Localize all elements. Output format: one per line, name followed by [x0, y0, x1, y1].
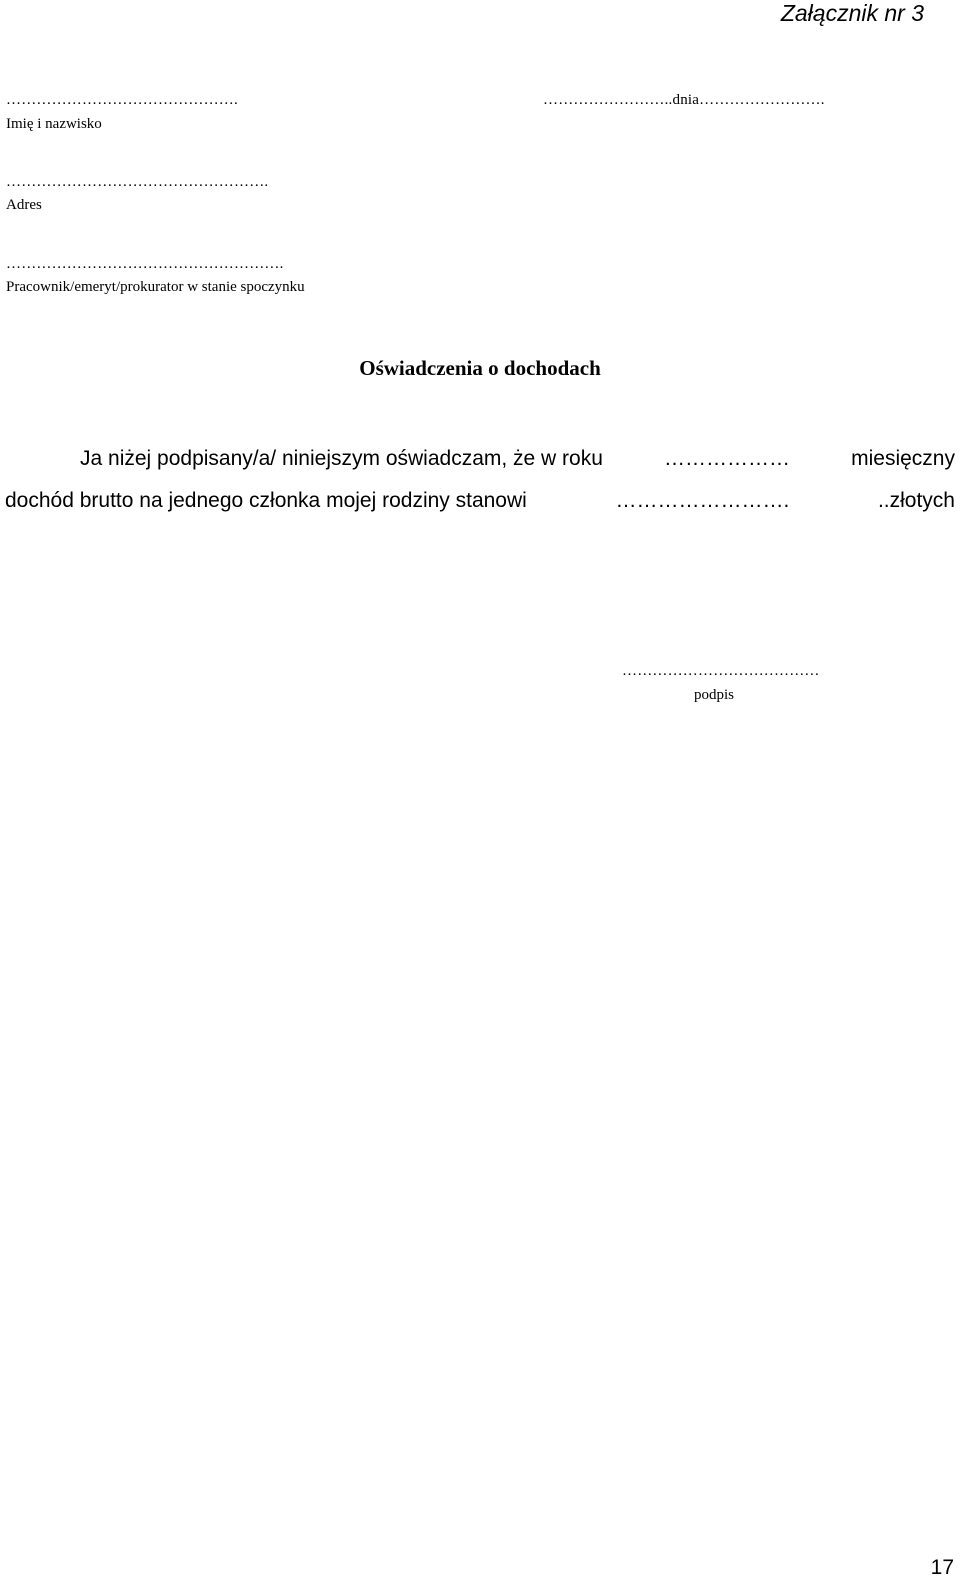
date-fill-line: ……………………..dnia…………………….: [543, 92, 825, 108]
address-fill-line: …………………………………………….: [6, 174, 269, 190]
status-fill-line: ……………………………………………….: [6, 256, 284, 272]
address-label: Adres: [6, 197, 42, 213]
statement-line-1-end: miesięczny: [851, 447, 955, 470]
statement-line-1: [80, 447, 955, 471]
name-label: Imię i nazwisko: [6, 116, 102, 132]
statement-line-2: [5, 489, 955, 513]
page-number: 17: [930, 1556, 954, 1579]
document-title: Oświadczenia o dochodach: [359, 356, 601, 380]
statement-line-2-end: ..złotych: [877, 489, 955, 512]
year-fill-line: ………………: [664, 447, 791, 470]
statement-line-2-start: dochód brutto na jednego członka mojej rodziny stanowi: [5, 489, 527, 512]
name-fill-line: ……………………………………….: [6, 92, 238, 108]
attachment-label: Załącznik nr 3: [780, 0, 924, 26]
statement-line-1-start: Ja niżej podpisany/a/ niniejszym oświadczam, że w roku: [80, 447, 603, 470]
signature-label: podpis: [694, 687, 735, 703]
signature-fill-line: …………………………………: [622, 663, 820, 679]
status-label: Pracownik/emeryt/prokurator w stanie spoczynku: [6, 279, 305, 295]
amount-fill-line: …………………….: [615, 489, 790, 512]
